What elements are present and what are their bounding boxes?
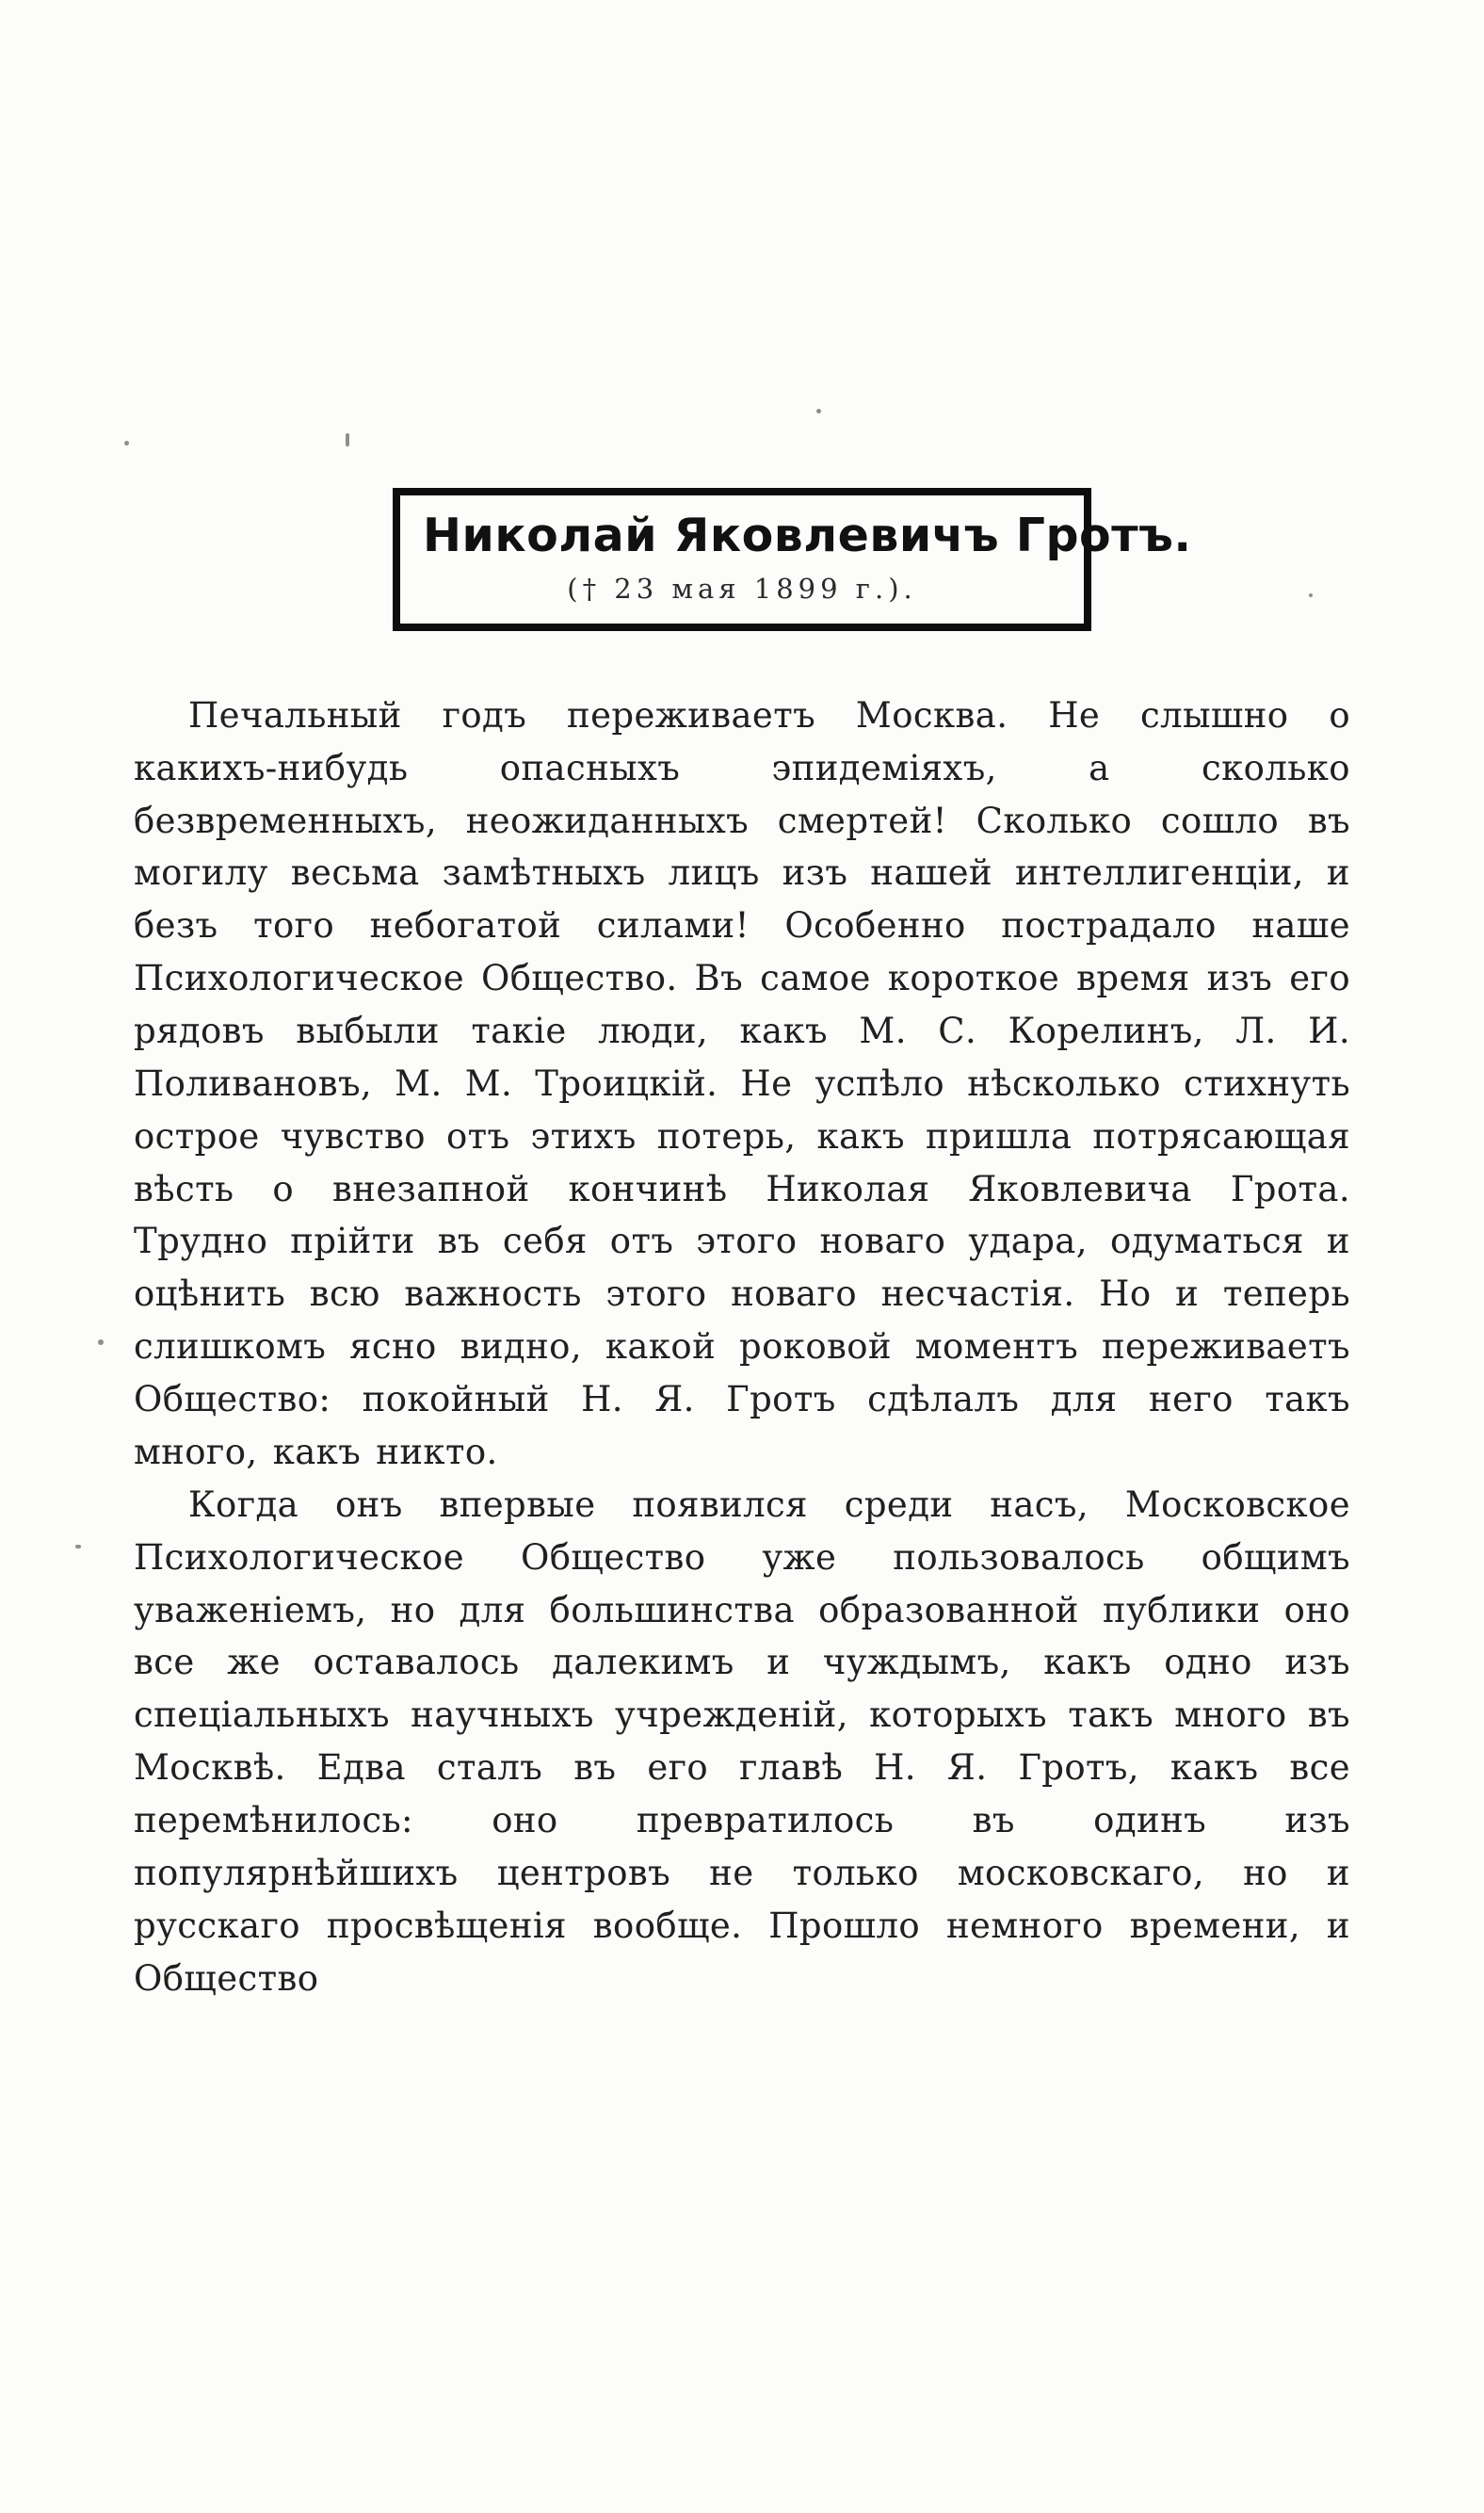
page-content [134, 0, 1350, 2004]
article-paragraph: Когда онъ впервые появился среди насъ, Московское Психологическое Общество уже пользовалось общимъ уваженіемъ, но для большинства образованной публики оно все же оставалось далекимъ и чуждымъ, какъ одно изъ спеціальныхъ научныхъ учрежденій, которыхъ такъ много въ Москвѣ. Едва сталъ въ его главѣ Н. Я. Гротъ, какъ все перемѣнилось: оно превратилось въ одинъ изъ популярнѣйшихъ центровъ не только московскаго, но и русскаго просвѣщенія вообще. Прошло немного времени, и Общество [134, 1483, 1350, 1999]
scan-speck [816, 409, 821, 413]
scan-speck [124, 441, 129, 446]
scan-speck [1309, 593, 1313, 597]
article-body [134, 689, 1350, 2004]
scan-speck [75, 1545, 81, 1548]
article-subtitle-death-date: († 23 мая 1899 г.). [567, 572, 917, 605]
article-title: Николай Яковлевичъ Гротъ. [423, 509, 1192, 562]
scan-speck [346, 433, 349, 446]
article-title-box [393, 488, 1192, 631]
article-paragraph: Печальный годъ переживаетъ Москва. Не слышно о какихъ-нибудь опасныхъ эпидеміяхъ, а сколько безвременныхъ, неожиданныхъ смертей! Сколько сошло въ могилу весьма замѣтныхъ лицъ изъ нашей интеллигенціи, и безъ того небогатой силами! Особенно пострадало наше Психологическое Общество. Въ самое короткое время изъ его рядовъ выбыли такіе люди, какъ М. С. Корелинъ, Л. И. Поливановъ, М. М. Троицкій. Не успѣло нѣсколько стихнуть острое чувство отъ этихъ потерь, какъ пришла потрясающая вѣсть о внезапной кончинѣ Николая Яковлевича Грота. Трудно прійти въ себя отъ этого новаго удара, одуматься и оцѣнить всю важность этого новаго несчастія. Но и теперь слишкомъ ясно видно, какой роковой моментъ переживаетъ Общество: покойный Н. Я. Гротъ сдѣлалъ для него такъ много, какъ никто. [134, 694, 1350, 1472]
scan-speck [98, 1339, 104, 1345]
